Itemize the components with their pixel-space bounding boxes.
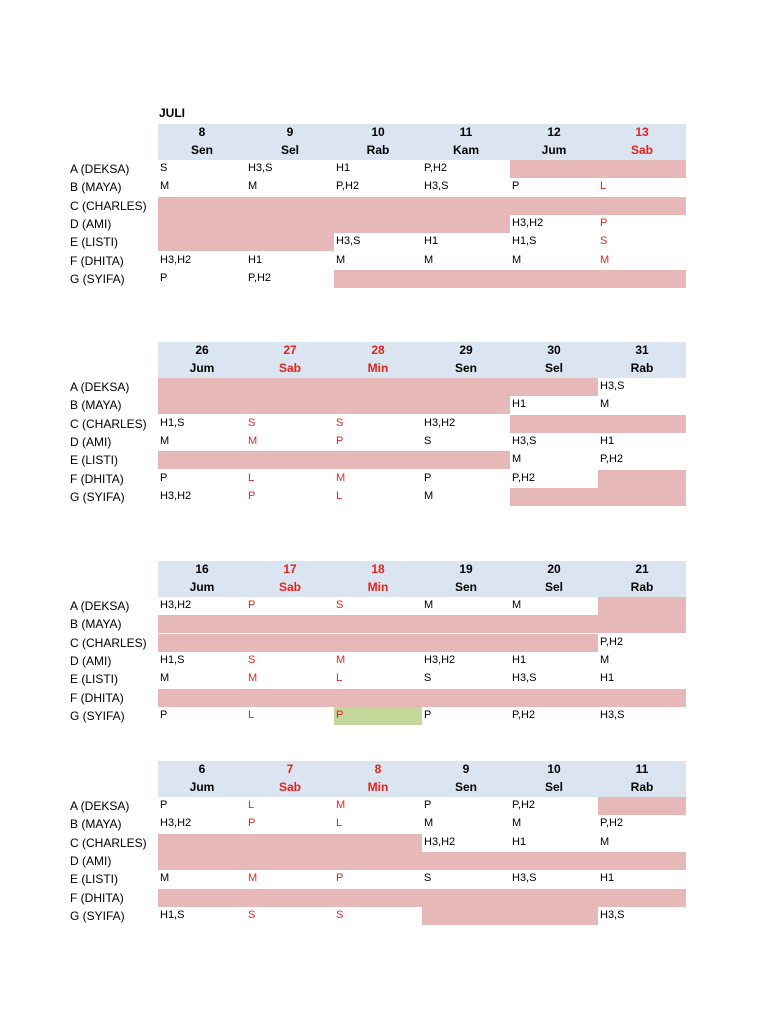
table-row (70, 433, 686, 451)
table-row (70, 670, 686, 688)
shift-cell: H1 (424, 235, 439, 248)
table-row (70, 615, 686, 633)
day-name: Sel (544, 580, 563, 594)
shift-cell: H1 (600, 672, 615, 685)
shift-cell: M (424, 817, 434, 830)
shift-cell: L (248, 471, 255, 484)
table-row (70, 652, 686, 670)
unavailable-bar (158, 451, 510, 469)
shift-cell: P,H2 (512, 708, 536, 721)
shift-cell: H3,S (600, 380, 625, 392)
shift-cell: M (248, 672, 258, 685)
shift-cell: H3,H2 (424, 416, 456, 429)
shift-cell: M (424, 253, 434, 266)
shift-cell: M (600, 653, 610, 666)
shift-cell: M (336, 471, 346, 484)
unavailable-bar (510, 488, 686, 506)
day-number: 9 (286, 125, 294, 139)
staff-label: D (AMI) (70, 216, 112, 231)
day-number: 20 (547, 562, 561, 576)
day-name: Sab (278, 361, 301, 375)
day-header (158, 342, 686, 378)
day-number: 17 (283, 562, 297, 576)
day-number: 9 (462, 762, 470, 776)
shift-cell: M (160, 434, 170, 447)
staff-label: B (MAYA) (70, 817, 122, 832)
staff-label: D (AMI) (70, 853, 112, 868)
shift-cell: M (512, 453, 522, 466)
day-name: Jum (541, 143, 567, 157)
staff-label: F (DHITA) (70, 890, 124, 905)
table-row (70, 870, 686, 888)
table-row (70, 707, 686, 725)
table-row (70, 597, 686, 615)
day-name: Rab (630, 780, 654, 794)
day-name: Sel (544, 361, 563, 375)
shift-cell: H1,S (160, 908, 185, 921)
table-row (70, 488, 686, 506)
table-row (70, 233, 686, 251)
day-number: 10 (371, 125, 385, 139)
day-number: 10 (547, 762, 561, 776)
shift-cell: H3,H2 (512, 216, 544, 229)
shift-cell: P (424, 708, 432, 721)
shift-cell: M (248, 872, 258, 885)
day-number: 29 (459, 343, 473, 357)
shift-cell: H1 (512, 398, 527, 411)
shift-cell: H1,S (160, 416, 185, 429)
shift-cell: P,H2 (512, 799, 536, 811)
table-row (70, 396, 686, 414)
day-name: Sen (190, 143, 213, 157)
shift-cell: M (600, 253, 610, 266)
shift-cell: L (336, 817, 343, 830)
day-name: Jum (189, 580, 215, 594)
staff-label: B (MAYA) (70, 617, 122, 632)
shift-cell: H3,S (512, 872, 537, 885)
unavailable-bar (158, 634, 598, 652)
shift-cell: H1,S (160, 653, 185, 666)
unavailable-bar (158, 852, 686, 870)
table-row (70, 160, 686, 178)
shift-cell: M (160, 672, 170, 685)
shift-cell: M (512, 599, 522, 611)
unavailable-bar (158, 396, 510, 414)
unavailable-bar (422, 907, 598, 925)
day-number: 31 (635, 343, 649, 357)
shift-cell: P (160, 799, 168, 811)
shift-cell: S (248, 908, 256, 921)
table-row (70, 470, 686, 488)
shift-cell: P,H2 (600, 817, 624, 830)
shift-cell: M (424, 489, 434, 502)
day-number: 11 (459, 125, 473, 139)
shift-cell: L (336, 489, 343, 502)
day-name: Jum (189, 780, 215, 794)
shift-cell: M (336, 653, 346, 666)
shift-cell: H3,H2 (160, 817, 192, 830)
shift-cell: M (600, 398, 610, 411)
staff-label: E (LISTI) (70, 672, 119, 687)
staff-label: E (LISTI) (70, 453, 119, 468)
day-number: 8 (198, 125, 206, 139)
staff-label: F (DHITA) (70, 253, 124, 268)
shift-cell: H3,S (336, 235, 361, 248)
unavailable-bar (334, 270, 686, 288)
table-row (70, 197, 686, 215)
shift-cell: P (600, 216, 608, 229)
shift-cell: S (424, 672, 432, 685)
staff-label: G (SYIFA) (70, 708, 125, 723)
table-row (70, 415, 686, 433)
unavailable-bar (510, 160, 686, 178)
shift-cell: S (336, 599, 344, 611)
table-row (70, 634, 686, 652)
highlight-cell (334, 707, 422, 725)
shift-cell: H3,S (600, 908, 625, 921)
staff-label: E (LISTI) (70, 872, 119, 887)
staff-label: B (MAYA) (70, 180, 122, 195)
table-row (70, 252, 686, 270)
staff-label: C (CHARLES) (70, 416, 147, 431)
day-name: Sel (544, 780, 563, 794)
day-name: Rab (630, 580, 654, 594)
shift-cell: L (600, 180, 607, 193)
staff-label: B (MAYA) (70, 398, 122, 413)
table-row (70, 215, 686, 233)
shift-cell: M (512, 253, 522, 266)
day-name: Min (367, 780, 389, 794)
shift-cell: H3,S (512, 434, 537, 447)
table-row (70, 815, 686, 833)
day-number: 16 (195, 562, 209, 576)
day-name: Sen (454, 580, 477, 594)
shift-cell: P,H2 (512, 471, 536, 484)
table-row (70, 852, 686, 870)
table-row (70, 907, 686, 925)
shift-cell: H3,S (424, 180, 449, 193)
table-row (70, 834, 686, 852)
staff-label: G (SYIFA) (70, 271, 125, 286)
unavailable-bar (158, 615, 686, 633)
shift-cell: S (424, 434, 432, 447)
shift-cell: H1 (600, 434, 615, 447)
day-number: 11 (635, 762, 649, 776)
staff-label: C (CHARLES) (70, 198, 147, 213)
day-header (158, 561, 686, 597)
unavailable-bar (158, 378, 598, 396)
shift-cell: M (600, 835, 610, 848)
shift-cell: L (248, 799, 255, 811)
staff-label: A (DEKSA) (70, 380, 130, 394)
table-row (70, 689, 686, 707)
shift-cell: P (248, 489, 256, 502)
shift-cell: H3,S (248, 162, 273, 174)
shift-cell: S (600, 235, 608, 248)
shift-cell: M (336, 253, 346, 266)
day-name: Sab (278, 780, 301, 794)
shift-cell: S (248, 653, 256, 666)
day-number: 13 (635, 125, 649, 139)
table-row (70, 451, 686, 469)
staff-label: D (AMI) (70, 653, 112, 668)
shift-cell: P (248, 599, 256, 611)
shift-cell: P (512, 180, 520, 193)
shift-cell: H1 (336, 162, 351, 174)
shift-cell: M (512, 817, 522, 830)
shift-cell: M (160, 180, 170, 193)
shift-cell: H3,H2 (424, 653, 456, 666)
staff-label: C (CHARLES) (70, 835, 147, 850)
shift-cell: P (336, 434, 344, 447)
unavailable-bar (510, 415, 686, 433)
day-number: 27 (283, 343, 297, 357)
day-name: Sab (278, 580, 301, 594)
day-name: Sel (280, 143, 299, 157)
table-row (70, 378, 686, 396)
shift-cell: P,H2 (336, 180, 360, 193)
unavailable-bar (598, 797, 686, 815)
staff-label: G (SYIFA) (70, 489, 125, 504)
shift-cell: P (160, 271, 168, 284)
shift-cell: H3,H2 (160, 253, 192, 266)
shift-cell: P,H2 (600, 635, 624, 648)
shift-cell: S (248, 416, 256, 429)
day-number: 12 (547, 125, 561, 139)
staff-label: D (AMI) (70, 434, 112, 449)
day-header (158, 124, 686, 160)
month-title: JULI (159, 106, 186, 120)
staff-label: F (DHITA) (70, 471, 124, 486)
day-name: Kam (452, 143, 479, 157)
staff-label: A (DEKSA) (70, 599, 130, 613)
shift-cell: H3,S (600, 708, 625, 721)
day-name: Jum (189, 361, 215, 375)
shift-cell: P,H2 (248, 271, 272, 284)
shift-cell: S (160, 162, 168, 174)
unavailable-bar (598, 470, 686, 488)
day-number: 30 (547, 343, 561, 357)
staff-label: E (LISTI) (70, 235, 119, 250)
table-row (70, 889, 686, 907)
staff-label: C (CHARLES) (70, 635, 147, 650)
shift-cell: H3,H2 (160, 599, 192, 611)
shift-cell: M (160, 872, 170, 885)
shift-cell: S (424, 872, 432, 885)
shift-cell: P (336, 872, 344, 885)
unavailable-bar (158, 215, 510, 233)
day-number: 21 (635, 562, 649, 576)
shift-cell: H3,H2 (160, 489, 192, 502)
unavailable-bar (158, 689, 686, 707)
shift-cell: H1 (512, 653, 527, 666)
shift-cell: M (336, 799, 346, 811)
unavailable-bar (158, 197, 686, 215)
shift-cell: M (248, 180, 258, 193)
shift-cell: P (248, 817, 256, 830)
table-row (70, 178, 686, 196)
shift-cell: P (160, 708, 168, 721)
day-name: Sen (454, 361, 477, 375)
shift-cell: H1 (512, 835, 527, 848)
day-number: 6 (198, 762, 206, 776)
shift-cell: H3,S (512, 672, 537, 685)
day-number: 18 (371, 562, 385, 576)
shift-cell: P,H2 (424, 162, 448, 174)
day-number: 28 (371, 343, 385, 357)
shift-cell: H3,H2 (424, 835, 456, 848)
day-name: Rab (366, 143, 390, 157)
shift-cell: P (336, 708, 344, 721)
unavailable-bar (158, 834, 422, 852)
staff-label: F (DHITA) (70, 690, 124, 705)
unavailable-bar (158, 233, 334, 251)
day-number: 26 (195, 343, 209, 357)
day-number: 19 (459, 562, 473, 576)
shift-cell: P (160, 471, 168, 484)
shift-cell: S (336, 416, 344, 429)
shift-cell: H1 (248, 253, 263, 266)
day-number: 8 (374, 762, 382, 776)
day-name: Rab (630, 361, 654, 375)
shift-cell: H1,S (512, 235, 537, 248)
day-number: 7 (286, 762, 294, 776)
table-row (70, 270, 686, 288)
shift-cell: S (336, 908, 344, 921)
shift-cell: H1 (600, 872, 615, 885)
staff-label: A (DEKSA) (70, 799, 130, 813)
shift-cell: P,H2 (600, 453, 624, 466)
shift-cell: L (336, 672, 343, 685)
day-header (158, 761, 686, 797)
shift-cell: L (248, 708, 255, 721)
unavailable-bar (158, 889, 686, 907)
shift-cell: M (424, 599, 434, 611)
day-name: Sab (630, 143, 653, 157)
staff-label: A (DEKSA) (70, 162, 130, 176)
shift-cell: M (248, 434, 258, 447)
table-row (70, 797, 686, 815)
shift-cell: P (424, 799, 432, 811)
day-name: Sen (454, 780, 477, 794)
day-name: Min (367, 580, 389, 594)
unavailable-bar (598, 597, 686, 615)
staff-label: G (SYIFA) (70, 908, 125, 923)
day-name: Min (367, 361, 389, 375)
shift-cell: P (424, 471, 432, 484)
